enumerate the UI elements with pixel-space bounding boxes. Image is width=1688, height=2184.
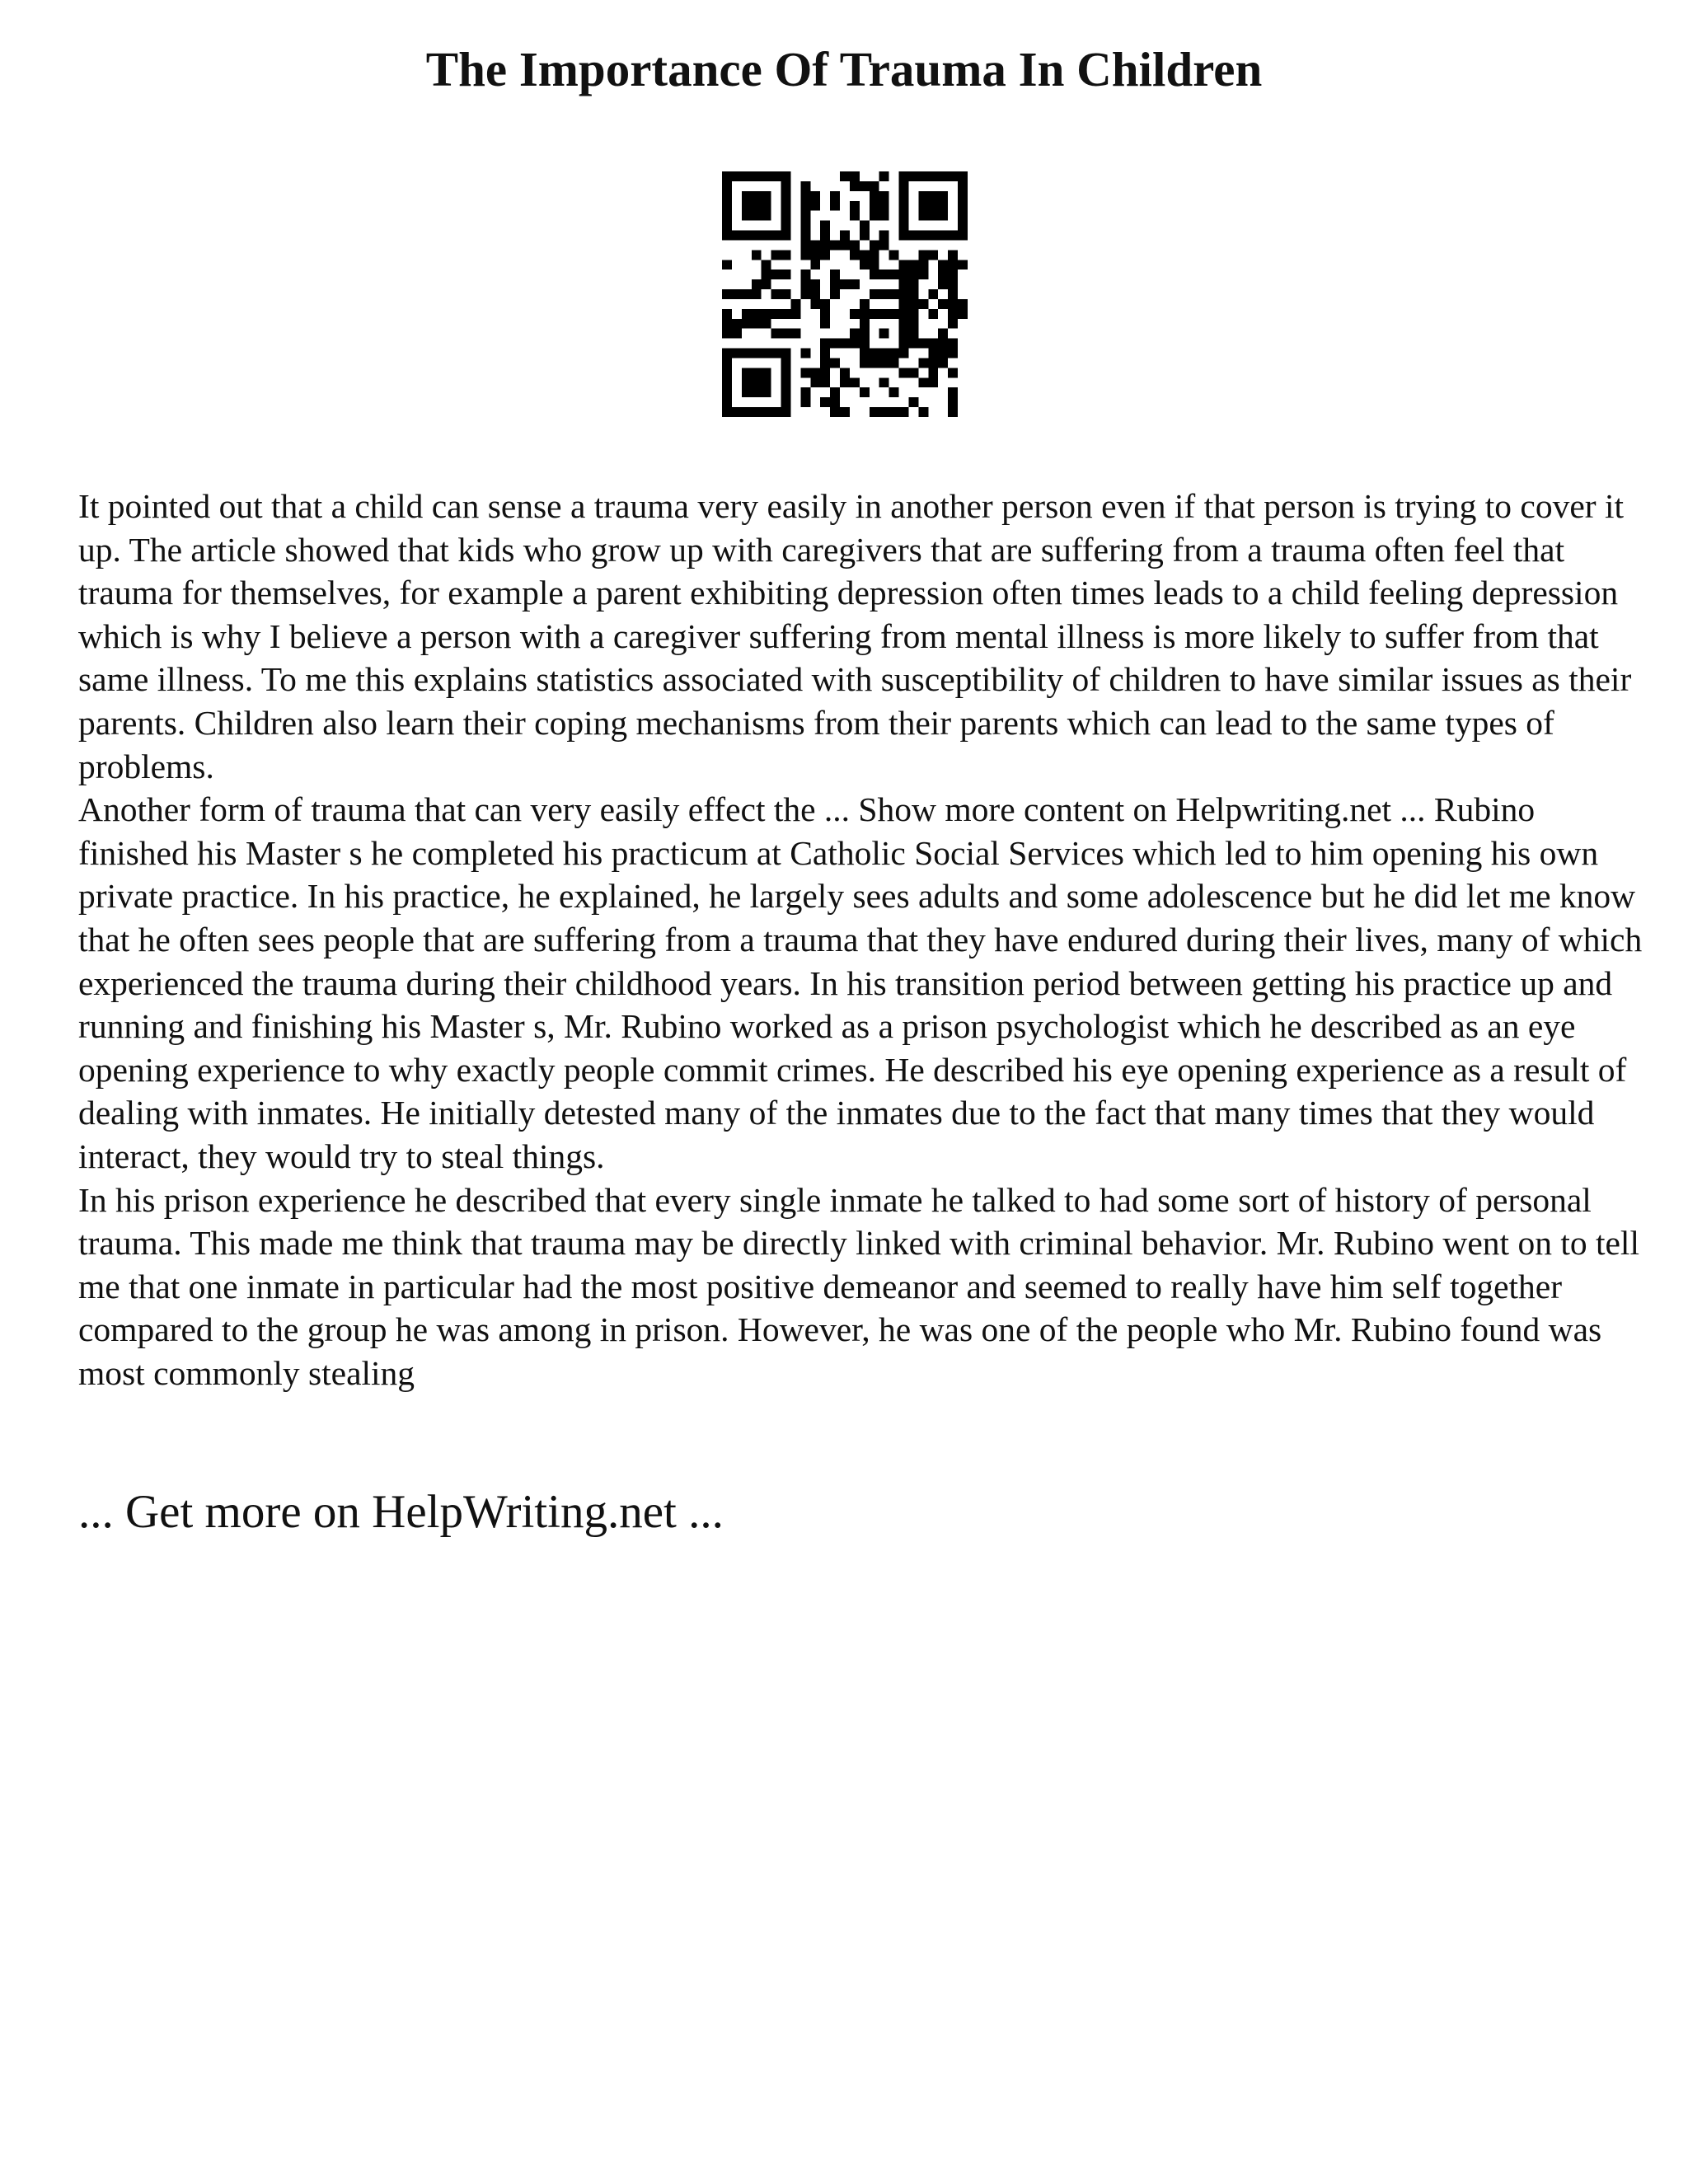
paragraph-2: Another form of trauma that can very easily effect the ... Show more content on Helpwriting.net ... Rubino finished his Master s he completed his practicum at Catholic Social Services which led to him opening his own private practice. In his practice, he explained, he largely sees adults and some adolescence but he did let me know that he often sees people that are suffering from a trauma that they have endured during their lives, many of which experienced the trauma during their childhood years. In his transition period between getting his practice up and running and finishing his Master s, Mr. Rubino worked as a prison psychologist which he described as an eye opening experience to why exactly people commit crimes. He described his eye opening experience as a result of dealing with inmates. He initially detested many of the inmates due to the fact that many times that they would interact, they would try to steal things. [78,790,1643,1175]
qr-code-icon[interactable] [722,171,968,417]
paragraph-3: In his prison experience he described that every single inmate he talked to had some sort of history of personal trauma. This made me think that trauma may be directly linked with criminal behavior. Mr. Rubino went on to tell me that one inmate in particular had the most positive demeanor and seemed to really have him self together compared to the group he was among in prison. However, he was one of the people who Mr. Rubino found was most commonly stealing [78,1180,1639,1392]
get-more-link[interactable]: ... Get more on HelpWriting.net ... [78,1486,724,1538]
paragraph-1: It pointed out that a child can sense a trauma very easily in another person even if that person is trying to cover it up. The article showed that kids who grow up with caregivers that are suffering from a trauma often feel that trauma for themselves, for example a parent exhibiting depression often times leads to a child feeling depression which is why I believe a person with a caregiver suffering from mental illness is more likely to suffer from that same illness. To me this explains statistics associated with susceptibility of children to have similar issues as their parents. Children also learn their coping mechanisms from their parents which can lead to the same types of problems. [78,487,1632,785]
document-title: The Importance Of Trauma In Children [425,42,1263,96]
body-text [78,485,1644,1394]
qr-code-graphic [722,171,968,417]
